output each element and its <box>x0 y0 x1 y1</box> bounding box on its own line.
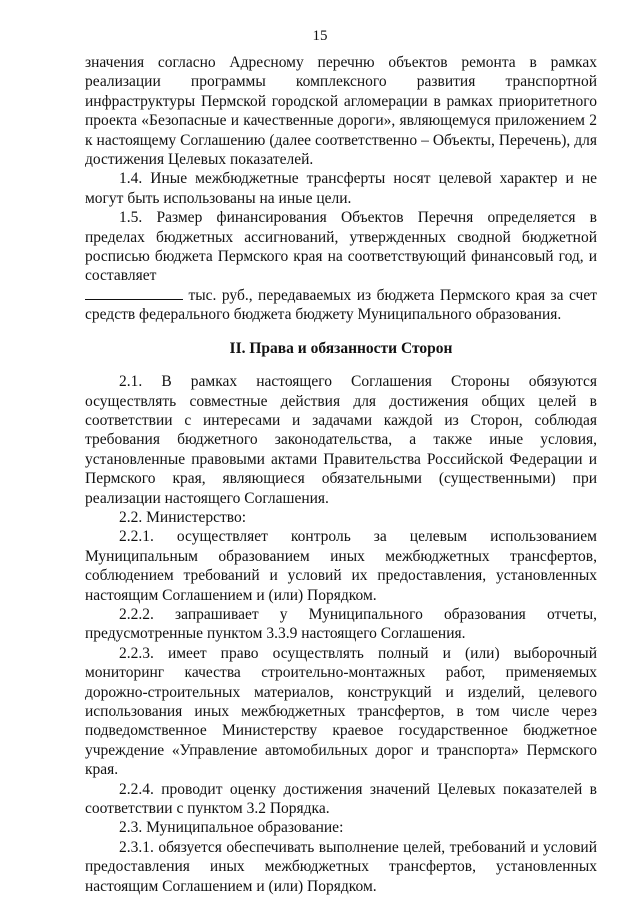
paragraph-2-2: 2.2. Министерство: <box>119 508 246 526</box>
page-number: 15 <box>312 28 328 44</box>
paragraph-2-3: 2.3. Муниципальное образование: <box>119 819 344 837</box>
section-heading: II. Права и обязанности Сторон <box>229 339 453 357</box>
document-body <box>85 53 597 896</box>
paragraph-2-2-4: 2.2.4. проводит оценку достижения значений Целевых показателей в соответствии с пунктом 3.2 Порядка. <box>85 780 597 818</box>
paragraph-2-2-1: 2.2.1. осуществляет контроль за целевым использованием Муниципальным образованием иных межбюджетных трансфертов, соблюдением требований и условий их предоставления, установленных настоящим Соглашением и (или) Порядком. <box>85 528 597 604</box>
paragraph-2-2-2: 2.2.2. запрашивает у Муниципального образования отчеты, предусмотренные пунктом 3.3.9 настоящего Соглашения. <box>85 605 597 643</box>
paragraph-1-5-text-start: 1.5. Размер финансирования Объектов Перечня определяется в пределах бюджетных ассигнований, утвержденных сводной бюджетной росписью бюджета Пермского края на соответствующий финансовый год, и составляет <box>85 209 597 285</box>
paragraph-continuation: значения согласно Адресному перечню объектов ремонта в рамках реализации программы комплексного развития транспортной инфраструктуры Пермской городской агломерации в рамках приоритетного проекта «Безопасные и качественные дороги», являющемуся приложением 2 к настоящему Соглашению (далее соответственно – Объекты, Перечень), для достижения Целевых показателей. <box>85 54 597 169</box>
paragraph-2-2-3: 2.2.3. имеет право осуществлять полный и (или) выборочный мониторинг качества строительно-монтажных работ, применяемых дорожно-строительных материалов, конструкций и изделий, целевого использования иных межбюджетных трансфертов, в том числе через подведомственное Министерству краевое государственное бюджетное учреждение «Управление автомобильных дорог и транспорта» Пермского края. <box>85 644 597 779</box>
paragraph-1-5 <box>85 208 597 324</box>
amount-blank-line <box>85 287 183 300</box>
paragraph-1-5-text-end: тыс. руб., передаваемых из бюджета Пермского края за счет средств федерального бюджета бюджету Муниципального образования. <box>85 286 598 324</box>
paragraph-1-4: 1.4. Иные межбюджетные трансферты носят целевой характер и не могут быть использованы на иные цели. <box>85 170 597 207</box>
paragraph-2-3-1: 2.3.1. обязуется обеспечивать выполнение целей, требований и условий предоставления иных межбюджетных трансфертов, установленных настоящим Соглашением и (или) Порядком. <box>85 838 597 895</box>
paragraph-2-1: 2.1. В рамках настоящего Соглашения Стороны обязуются осуществлять совместные действия для достижения общих целей в соответствии с интересами и задачами каждой из Сторон, соблюдая требования бюджетного законодательства, а также иные условия, установленные правовыми актами Правительства Российской Федерации и Пермского края, являющиеся обязательными (существенными) при реализации настоящего Соглашения. <box>85 373 597 507</box>
